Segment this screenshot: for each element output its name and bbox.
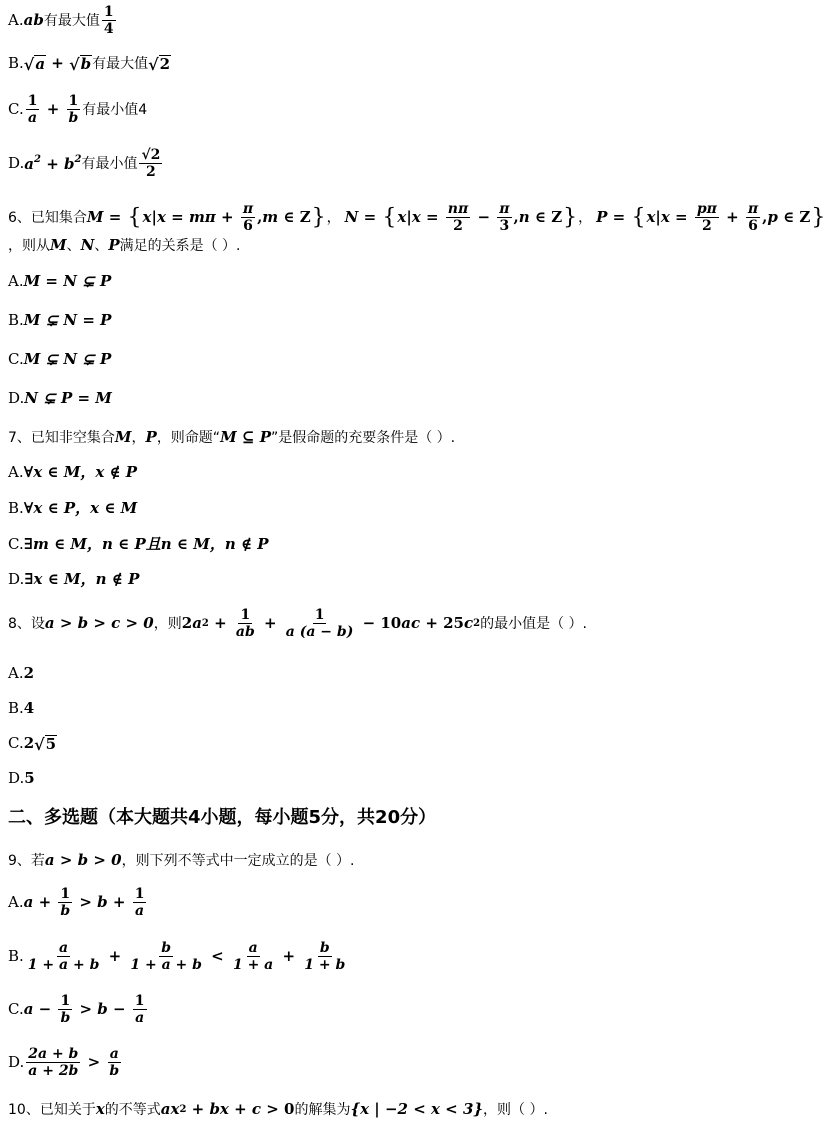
sqrt-b: √ b — [69, 54, 92, 74]
fraction — [139, 147, 162, 180]
fraction: $\frac{\pi}{6}$ — [747, 201, 759, 235]
question-7-option-b — [8, 501, 137, 516]
fraction-numerator: 1 — [27, 93, 38, 109]
option-text: 有最小值 — [81, 155, 138, 172]
question-text: 满足的关系是（ ）. — [119, 237, 241, 254]
question-number: 6、已知集合 — [8, 209, 87, 226]
fraction-denominator: a — [28, 110, 38, 127]
question-9-option-d: D. $\frac{2a + b}{a + 2b}$ > $\frac{a}{b}$ — [8, 1046, 120, 1080]
option-prefix: B. — [8, 311, 24, 329]
option-b-sqrt-max: B. √ a + √ b 有最大值 √ 2 — [8, 54, 171, 74]
option-prefix: C. — [8, 734, 24, 753]
question-text: 9、若 — [8, 852, 45, 869]
question-9-stem: 9、若 a > b > 0 ，则下列不等式中一定成立的是（ ）. — [8, 851, 355, 869]
fraction: $\frac{b}{1 + b}$ — [304, 940, 346, 974]
fraction: $\frac{1}{a}$ — [134, 993, 145, 1027]
option-expr: M ⊊ N ⊊ P — [23, 350, 112, 368]
math-expr: ab — [23, 11, 44, 30]
fraction-denominator: 4 — [103, 21, 114, 38]
option-expr: ∀x ∈ P，x ∈ M — [23, 499, 138, 517]
fraction — [26, 93, 40, 126]
option-text: 有最大值 — [92, 55, 149, 72]
fraction: $\frac{b}{1 + a + b}$ — [130, 940, 202, 974]
option-value: 5 — [24, 769, 35, 787]
sqrt-a: √ a — [23, 54, 46, 74]
option-text: 有最小值4 — [82, 101, 148, 118]
option-prefix: D. — [8, 389, 25, 407]
option-prefix: C. — [8, 1000, 24, 1019]
question-6-stem: 6、已知集合 M = { x | x = mπ + $\frac{\pi}{6}$ , m ∈ Z } ， N = { x | x = $\frac{n\pi}{2}$ − $\frac{\pi}{3}$ , n ∈ Z } ， P = { x | x = $\frac{p\pi}{2}$ + $\frac{\pi}{6}$ , p ∈ Z } — [8, 201, 826, 235]
option-expr: ∃x ∈ M，n ∉ P — [24, 570, 140, 588]
fraction: $\frac{a}{1 + a}$ — [232, 940, 274, 974]
fraction: $\frac{1}{b}$ — [60, 993, 71, 1027]
fraction: $\frac{\pi}{3}$ — [499, 201, 510, 235]
question-text: 的最小值是（ ）. — [480, 615, 587, 632]
option-prefix: D. — [8, 1053, 25, 1072]
fraction-numerator: √2 — [141, 147, 161, 163]
option-value: 2 — [23, 734, 35, 753]
sqrt-2: √ 2 — [148, 54, 171, 74]
option-prefix: C. — [8, 535, 24, 553]
fraction-numerator: 1 — [68, 93, 79, 109]
radicand: b — [80, 55, 92, 73]
question-text: 的不等式 — [104, 1101, 161, 1118]
option-prefix: A. — [8, 11, 24, 30]
separator: ， — [578, 209, 593, 226]
option-value: 4 — [23, 699, 35, 717]
fraction: $\frac{1}{ab}$ — [235, 607, 255, 641]
fraction-denominator: 2 — [146, 164, 156, 181]
option-prefix: D. — [8, 570, 25, 588]
question-7-option-a — [8, 465, 137, 480]
fraction: $\frac{a}{b}$ — [109, 1046, 120, 1080]
fraction — [102, 4, 116, 37]
question-text: ，则 — [153, 615, 182, 632]
question-text: 10、已知关于 — [8, 1101, 96, 1118]
radicand: a — [35, 55, 46, 73]
option-prefix: C. — [8, 100, 24, 119]
question-8-option-a — [8, 666, 34, 681]
fraction — [66, 93, 80, 126]
fraction-denominator: b — [68, 110, 79, 127]
question-text: ，则（ ）. — [483, 1101, 548, 1118]
option-prefix: D. — [8, 769, 25, 787]
option-prefix: A. — [8, 893, 24, 912]
question-6-option-b — [8, 313, 111, 328]
option-expr: ∀x ∈ M，x ∉ P — [23, 463, 138, 481]
question-6-option-c — [8, 352, 111, 367]
option-text: 有最大值 — [43, 12, 100, 29]
question-8-stem: 8、设 a > b > c > 0 ，则 2 a 2 + $\frac{1}{ab}$ + $\frac{1}{a (a - b)}$ − 10 ac + 25 c 2 的最小值是（ ）. — [8, 607, 587, 641]
question-7-option-c — [8, 537, 269, 552]
question-8-option-c — [8, 735, 57, 753]
option-prefix: C. — [8, 350, 24, 368]
question-text: ，则下列不等式中一定成立的是（ ）. — [121, 852, 355, 869]
question-7-stem: 7、已知非空集合 M ， P ，则命题“ M ⊆ P ”是假命题的充要条件是（ ）. — [8, 428, 456, 446]
fraction: $\frac{1}{a (a - b)}$ — [285, 607, 354, 641]
option-c-reciprocal-min: C. $\frac{1}{a}$ + $\frac{1}{b}$ 有最小值4 — [8, 93, 148, 127]
fraction: $\frac{n\pi}{2}$ — [447, 201, 469, 235]
fraction: $\frac{2a + b}{a + 2b}$ — [28, 1046, 79, 1080]
question-6-option-a — [8, 274, 111, 289]
option-prefix: D. — [8, 154, 25, 173]
option-prefix: B. — [8, 499, 24, 517]
math-expr: $a^2 + b^2$ — [24, 154, 82, 174]
question-8-option-b — [8, 701, 34, 716]
separator: ， — [326, 209, 341, 226]
option-prefix: B. — [8, 947, 24, 966]
question-6-stem-continued: ，则从 M 、 N 、 P 满足的关系是（ ）. — [8, 236, 241, 254]
question-text: 8、设 — [8, 615, 45, 632]
fraction: $\frac{p\pi}{2}$ — [696, 201, 717, 235]
fraction: $\frac{\pi}{6}$ — [242, 201, 254, 235]
question-7-option-d — [8, 572, 139, 587]
option-a-ab-max — [8, 4, 118, 37]
option-prefix: A. — [8, 664, 24, 682]
question-9-option-c: C. a − $\frac{1}{b}$ > b − $\frac{1}{a}$ — [8, 993, 145, 1027]
question-text: 7、已知非空集合 — [8, 429, 115, 446]
question-10-stem: 10、已知关于 x 的不等式 ax 2 + bx + c > 0 的解集为 {x | −2 < x < 3} ，则（ ）. — [8, 1100, 548, 1118]
option-d-square-min — [8, 147, 164, 180]
question-9-option-b: B. $\frac{a}{1 + a + b}$ + $\frac{b}{1 + a + b}$ < $\frac{a}{1 + a}$ + $\frac{b}{1 + b}$ — [8, 940, 346, 974]
option-expr: N ⊊ P = M — [24, 389, 112, 407]
question-text: 的解集为 — [294, 1101, 351, 1118]
section-heading: 二、多选题（本大题共4小题，每小题5分，共20分） — [8, 807, 437, 828]
fraction: $\frac{a}{1 + a + b}$ — [27, 940, 100, 974]
sqrt-5: √ 5 — [34, 734, 57, 754]
fraction: $\frac{1}{a}$ — [134, 886, 145, 920]
fraction: $\frac{1}{b}$ — [60, 886, 71, 920]
question-8-option-d — [8, 771, 35, 786]
option-prefix: A. — [8, 272, 24, 290]
question-text: ”是假命题的充要条件是（ ）. — [270, 429, 456, 446]
option-expr: M = N ⊊ P — [23, 272, 112, 290]
option-prefix: B. — [8, 54, 24, 73]
question-text: ，则从 — [8, 237, 50, 254]
option-value: 2 — [23, 664, 35, 682]
option-prefix: A. — [8, 463, 24, 481]
option-expr: M ⊊ N = P — [23, 311, 112, 329]
radicand: 2 — [159, 55, 171, 73]
fraction-numerator: 1 — [103, 4, 114, 20]
option-prefix: B. — [8, 699, 24, 717]
question-9-option-a: A. a + $\frac{1}{b}$ > b + $\frac{1}{a}$ — [8, 886, 145, 920]
question-text: ，则命题“ — [156, 429, 221, 446]
option-expr: ∃m ∈ M，n ∈ P且n ∈ M，n ∉ P — [23, 535, 269, 553]
question-6-option-d — [8, 391, 112, 406]
radicand: 5 — [45, 735, 57, 753]
